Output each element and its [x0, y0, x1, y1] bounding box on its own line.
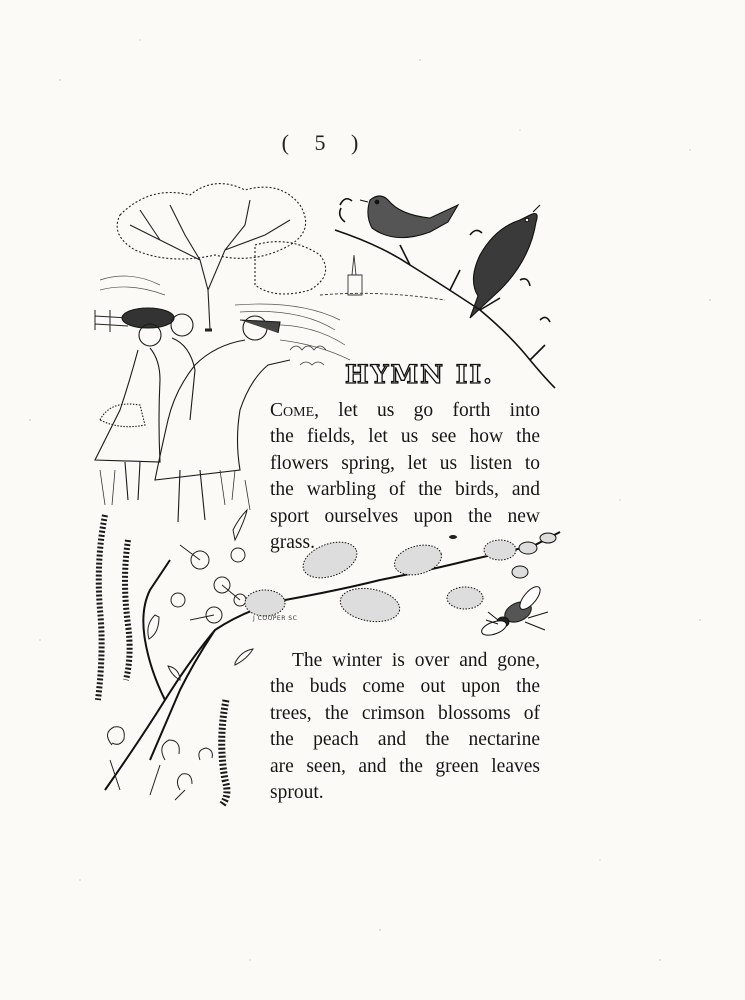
page-number: ( 5 )	[281, 130, 369, 155]
text-line-rest: , let us go forth into	[314, 400, 540, 421]
hymn-title: HYMN II.	[345, 360, 494, 389]
text-line: the buds come out upon the	[270, 676, 540, 698]
text-line: grass.	[270, 532, 315, 554]
text-line: The winter is over and gone,	[292, 650, 540, 671]
small-caps-word: Come	[270, 400, 315, 421]
hymn-paragraph-2	[270, 648, 540, 806]
text-line: sprout.	[270, 782, 324, 804]
small-insect-icon	[449, 535, 457, 539]
text-line: flowers spring, let us listen to	[270, 452, 540, 474]
text-line: sport ourselves upon the new	[270, 505, 540, 527]
catkin-icon	[98, 515, 227, 805]
text-line: are seen, and the green leaves	[270, 755, 540, 777]
bee-icon	[480, 583, 548, 638]
engraver-signature: J COOPER SC	[253, 615, 298, 622]
blossom-icon	[171, 545, 246, 623]
text-line: the warbling of the birds, and	[270, 479, 540, 501]
text-line: the peach and the nectarine	[270, 729, 540, 751]
text-line: trees, the crimson blossoms of	[270, 702, 540, 724]
text-line: the fields, let us see how the	[270, 426, 540, 448]
